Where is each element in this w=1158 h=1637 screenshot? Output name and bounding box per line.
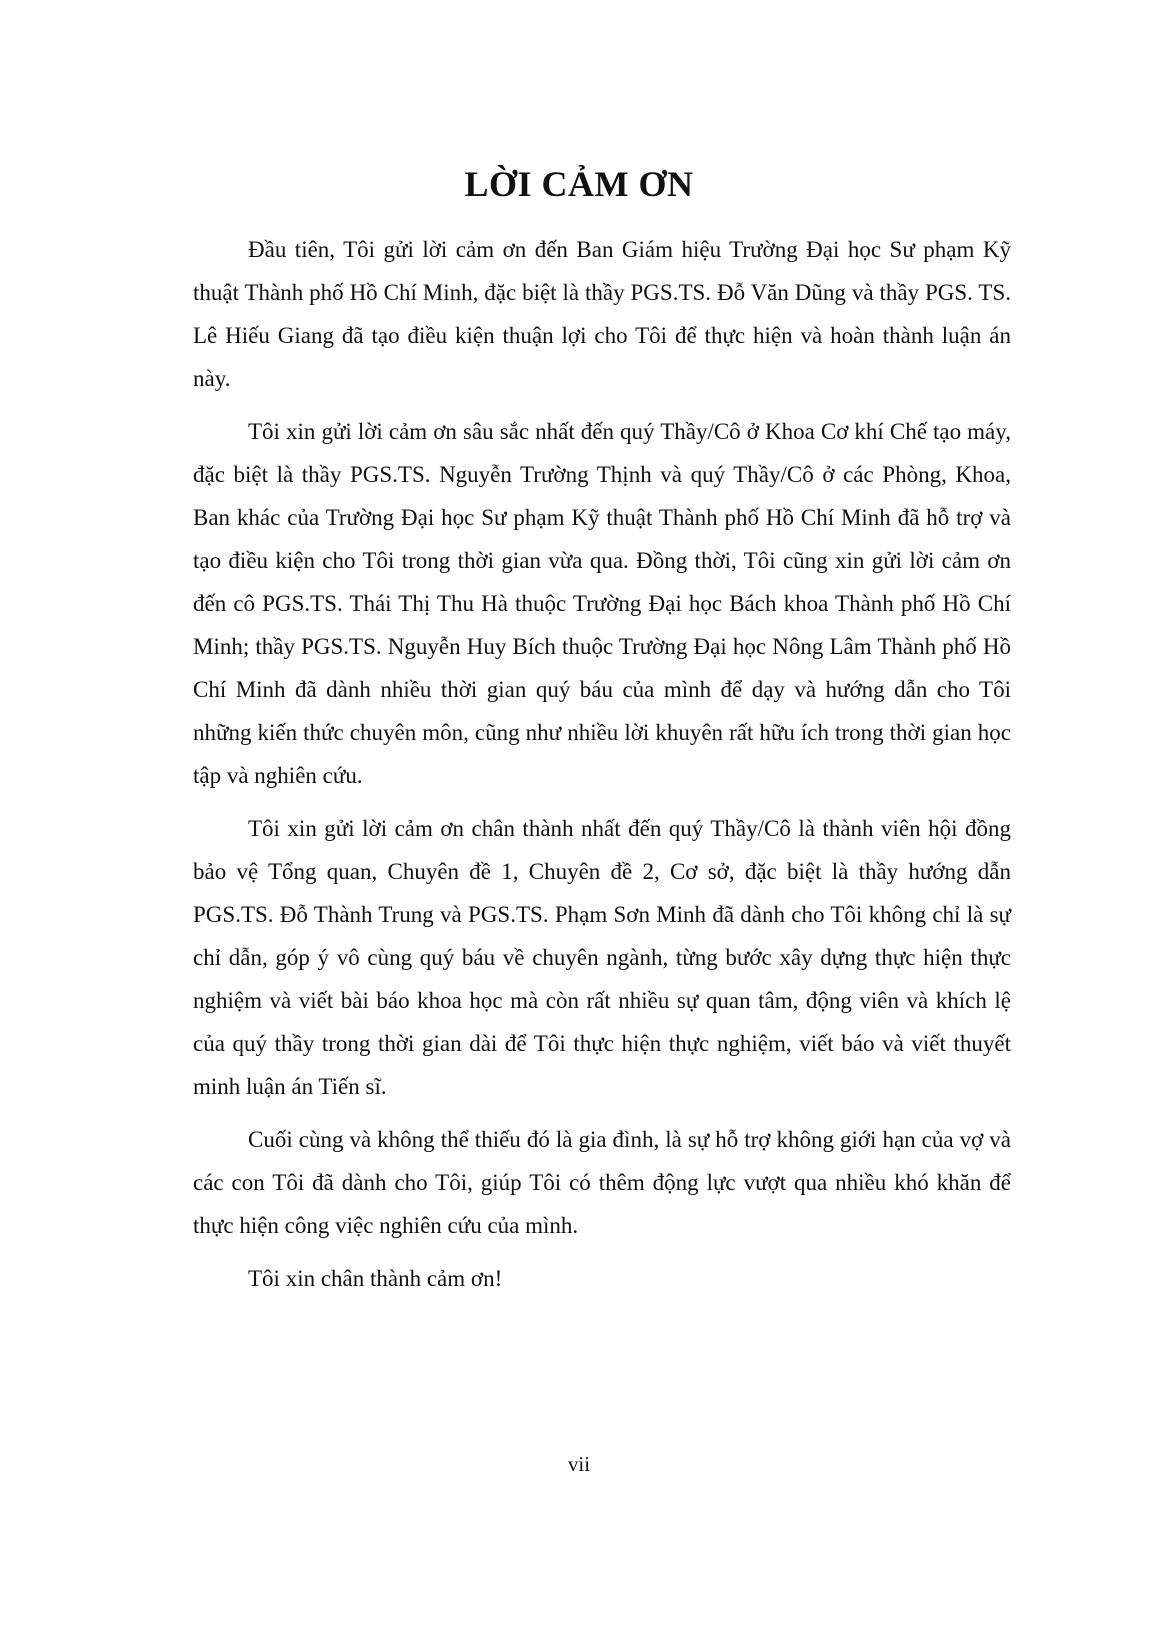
page-title: LỜI CẢM ƠN	[464, 164, 694, 204]
paragraph-committee: Tôi xin gửi lời cảm ơn chân thành nhất đến quý Thầy/Cô là thành viên hội đồng bảo vệ Tổng quan, Chuyên đề 1, Chuyên đề 2, Cơ sở, đặc biệt là thầy hướng dẫn PGS.TS. Đỗ Thành Trung và PGS.TS. Phạm Sơn Minh đã dành cho Tôi không chỉ là sự chỉ dẫn, góp ý vô cùng quý báu về chuyên ngành, từng bước xây dựng thực hiện thực nghiệm và viết bài báo khoa học mà còn rất nhiều sự quan tâm, động viên và khích lệ của quý thầy trong thời gian dài để Tôi thực hiện thực nghiệm, viết báo và viết thuyết minh luận án Tiến sĩ.	[193, 816, 1011, 1099]
paragraph-closing: Tôi xin chân thành cảm ơn!	[248, 1266, 503, 1291]
page-number: vii	[567, 1452, 591, 1476]
paragraph-faculty: Tôi xin gửi lời cảm ơn sâu sắc nhất đến quý Thầy/Cô ở Khoa Cơ khí Chế tạo máy, đặc biệt là thầy PGS.TS. Nguyễn Trường Thịnh và quý Thầy/Cô ở các Phòng, Khoa, Ban khác của Trường Đại học Sư phạm Kỹ thuật Thành phố Hồ Chí Minh đã hỗ trợ và tạo điều kiện cho Tôi trong thời gian vừa qua. Đồng thời, Tôi cũng xin gửi lời cảm ơn đến cô PGS.TS. Thái Thị Thu Hà thuộc Trường Đại học Bách khoa Thành phố Hồ Chí Minh; thầy PGS.TS. Nguyễn Huy Bích thuộc Trường Đại học Nông Lâm Thành phố Hồ Chí Minh đã dành nhiều thời gian quý báu của mình để dạy và hướng dẫn cho Tôi những kiến thức chuyên môn, cũng như nhiều lời khuyên rất hữu ích trong thời gian học tập và nghiên cứu.	[193, 419, 1011, 788]
paragraph-family: Cuối cùng và không thể thiếu đó là gia đình, là sự hỗ trợ không giới hạn của vợ và các con Tôi đã dành cho Tôi, giúp Tôi có thêm động lực vượt qua nhiều khó khăn để thực hiện công việc nghiên cứu của mình.	[193, 1127, 1011, 1238]
paragraph-intro: Đầu tiên, Tôi gửi lời cảm ơn đến Ban Giám hiệu Trường Đại học Sư phạm Kỹ thuật Thành phố Hồ Chí Minh, đặc biệt là thầy PGS.TS. Đỗ Văn Dũng và thầy PGS. TS. Lê Hiếu Giang đã tạo điều kiện thuận lợi cho Tôi để thực hiện và hoàn thành luận án này.	[193, 237, 1011, 391]
acknowledgement-body	[193, 228, 1011, 1310]
